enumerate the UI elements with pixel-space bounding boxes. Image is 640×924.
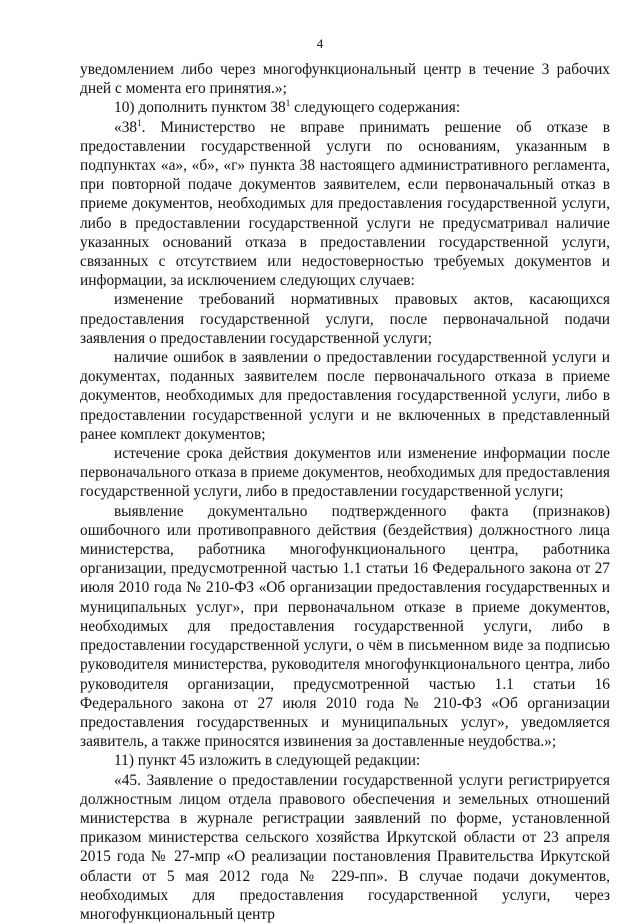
paragraph: наличие ошибок в заявлении о предоставлении государственной услуги и документах, поданных заявителем после первоначального отказа в приеме документов, необходимых для предоставления государственной услуги, либо в предоставлении государственной услуги и не включенных в представленный ранее комплект документов; [80, 349, 610, 443]
paragraph: выявление документально подтвержденного факта (признаков) ошибочного или противоправного действия (бездействия) должностного лица министерства, работника многофункционального центра, работника организации, предусмотренной частью 1.1 статьи 16 Федерального закона от 27 июля 2010 года № 210-ФЗ «Об организации предоставления государственных и муниципальных услуг», при первоначальном отказе в приеме документов, необходимых для предоставления государственной услуги, либо в предоставлении государственной услуги, о чём в письменном виде за подписью руководителя министерства, руководителя многофункционального центра, либо руководителя организации, предусмотренной частью 1.1 статьи 16 Федерального закона от 27 июля 2010 года № 210-ФЗ «Об организации предоставления государственных и муниципальных услуг», уведомляется заявитель, а также приносятся извинения за доставленные неудобства.»; [80, 502, 610, 751]
paragraph: уведомлением либо через многофункциональный центр в течение 3 рабочих дней с момента его принятия.»; [80, 61, 610, 98]
paragraph: истечение срока действия документов или изменение информации после первоначального отказа в приеме документов, необходимых для предоставления государственной услуги, либо в предоставлении государственной услуги; [80, 445, 610, 501]
page-number: 4 [316, 36, 324, 51]
paragraph-38-1: «$38^1$. Министерство не вправе принимать решение об отказе в предоставлении государственной услуги по основаниям, указанным в подпунктах «а», «б», «г» пункта 38 настоящего административного регламента, при повторной подаче документов заявителем, если первоначальный отказ в приеме документов, необходимых для предоставления государственной услуги, либо в предоставлении государственной услуги не предусматривал наличие указанных оснований отказа в предоставлении государственной услуги, связанных с отсутствием или недостоверностью требуемых документов и информации, за исключением следующих случаев: [80, 117, 610, 290]
paragraph-item-11: 11) пункт 45 изложить в следующей редакции: [114, 752, 421, 770]
paragraph: изменение требований нормативных правовых актов, касающихся предоставления государственной услуги, после первоначальной подачи заявления о предоставлении государственной услуги; [80, 291, 610, 347]
paragraph-item-10: 10) дополнить пунктом $38^1$ следующего содержания: [114, 98, 461, 117]
document-body [80, 60, 610, 924]
paragraph-45: «45. Заявление о предоставлении государственной услуги регистрируется должностным лицом отдела правового обеспечения и земельных отношений министерства в журнале регистрации заявлений по форме, установленной приказом министерства сельского хозяйства Иркутской области от 23 апреля 2015 года № 27-мпр «О реализации постановления Правительства Иркутской области от 5 мая 2012 года № 229-пп». В случае подачи документов, необходимых для предоставления государственной услуги, через многофункциональный центр [80, 771, 610, 923]
